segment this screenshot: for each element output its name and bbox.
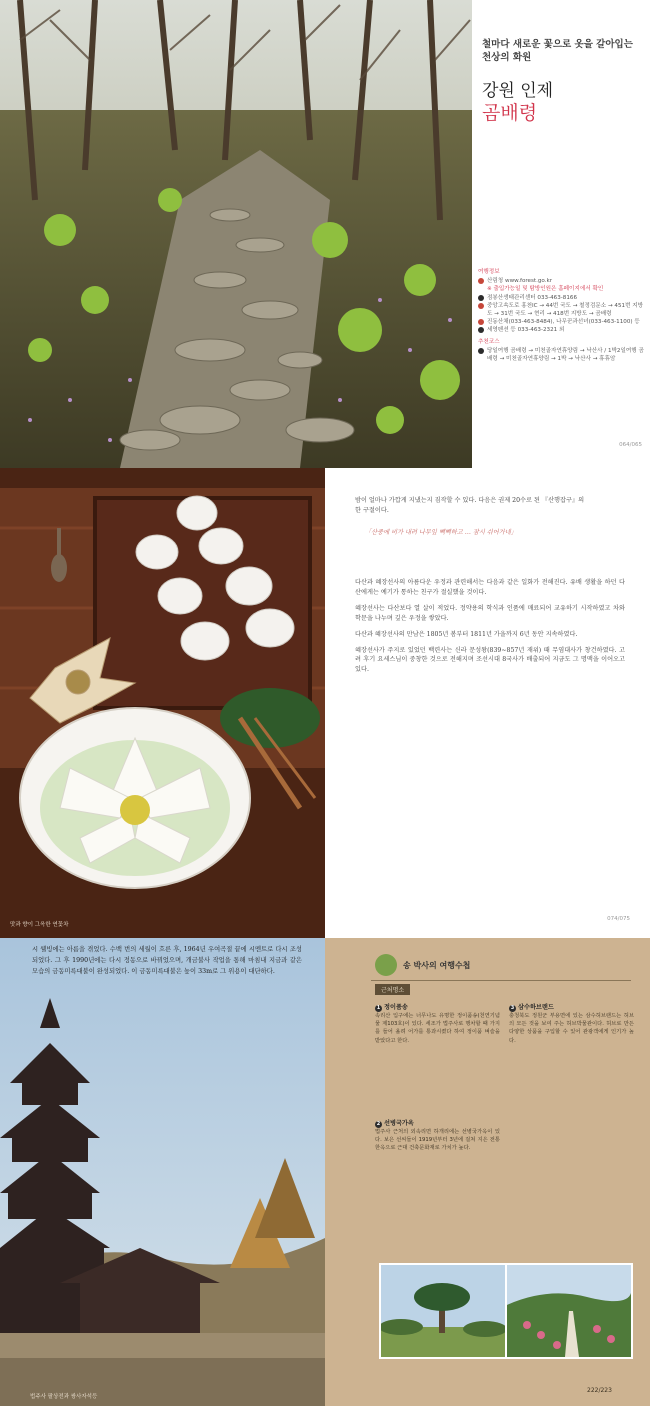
course-heading: 추천코스 [478, 338, 500, 345]
sight-title: 정이품송 [384, 1004, 408, 1011]
poem-quote: 「산중에 비가 내려 나무잎 빽빽하고 … 잠시 쉬어가네」 [365, 529, 517, 536]
info-heading: 여행정보 [478, 269, 500, 275]
sight-number: 1 [376, 1005, 381, 1011]
info-text: 세영펜션 등 033-463-2321 외 [487, 327, 565, 334]
paragraph: 혜장선사가 주지로 있었던 백련사는 신라 문성왕(839~857년 재위) 때 무염대사가 창건하였다. 고려 후기 요세스님이 중창한 것으로 전해지며 조선시대 8국사가 배출되어 지금도 그 명맥을 이어오고 있다. [355, 646, 625, 674]
section-tag: 근처명소 [375, 984, 410, 995]
sight-heading [375, 1118, 500, 1128]
spread-gombaeryeong [0, 0, 650, 468]
travel-info [478, 268, 646, 363]
sight-section [375, 1002, 500, 1045]
mountain-trail-photo [0, 0, 472, 468]
course-row [478, 347, 646, 363]
sight-section [375, 1118, 500, 1153]
divider [371, 980, 631, 981]
lotus-tea-photo [0, 468, 325, 938]
sight-body: 속리산 입구에는 너무나도 유명한 정이품송(천연기념물 제103호)이 있다. 세조가 법주사로 행차할 때 가지를 들어 올려 어가를 통과시켰다 하여 정이품 벼슬을 받았다고 한다. [375, 1013, 500, 1044]
temple-photo-page [0, 938, 325, 1406]
page-number: 222/223 [587, 1387, 612, 1394]
doctor-avatar-icon [375, 954, 397, 976]
region-title: 강원 인제 [482, 81, 554, 101]
info-row [478, 326, 646, 334]
sight-heading [375, 1002, 500, 1012]
paragraph: 다산과 혜장선사의 아름다운 우정과 관련해서는 다음과 같은 일화가 전해진다. 유배 생활을 하던 다산에게는 예기가 통하는 친구가 절실했을 것이다. [355, 579, 625, 596]
pine-tree-photo [379, 1263, 507, 1359]
body-text [355, 578, 625, 675]
place-title: 곰배령 [482, 102, 538, 124]
page-number: 064/065 [619, 442, 642, 448]
phone-icon [478, 295, 484, 301]
sight-title: 삼수하브랜드 [518, 1004, 554, 1011]
info-text: 진동산채(033-463-8484), 나무꾼과선녀(033-463-1100) 등 [487, 319, 640, 326]
intro-text [355, 496, 625, 516]
sight-body: 법주사 근처의 외속리면 하개리에는 선병국가옥이 있다. 보은 선씨들이 1919년부터 3년에 걸쳐 지은 전통 한옥으로 근대 건축문화재로 가치가 높다. [375, 1129, 500, 1152]
paragraph: 다산과 혜장선사의 만남은 1805년 봄부터 1811년 가을까지 6년 동안 지속하였다. [355, 630, 578, 638]
text-line: 밤이 얼마나 가깝게 지냈는지 짐작할 수 있다. 다음은 권제 20수로 된 『산행잡구』의 [355, 497, 585, 504]
sight-body: 충청북도 정원군 부용면에 있는 삼수허브랜드는 허브의 모든 것을 보여 주는 허브박물관이다. 허브로 만든 다양한 상품을 구입할 수 있어 관광객에게 인기가 높다. [509, 1013, 634, 1044]
article-text-page [325, 468, 650, 938]
page-number: 074/075 [607, 916, 630, 922]
info-text: 점봉산생태관리센터 033-463-8166 [487, 294, 578, 301]
photo-caption: 맛과 향이 그윽한 연꽃차 [10, 922, 69, 928]
lodging-icon [478, 327, 484, 333]
sight-number: 2 [376, 1121, 381, 1127]
sight-number: 3 [510, 1005, 515, 1011]
info-row [478, 318, 646, 326]
sight-section [509, 1002, 634, 1045]
info-row [478, 277, 646, 285]
travel-notebook-page [325, 938, 650, 1406]
route-icon [478, 348, 484, 354]
sight-heading [509, 1002, 634, 1012]
info-text: 중앙고속도로 홍천IC → 44번 국도 → 철정검문소 → 451번 지방도 → 31번 국도 → 현리 → 418번 지방도 → 곰배령 [487, 302, 644, 318]
sight-title: 선병국가옥 [384, 1120, 414, 1127]
sidebar-panel [472, 0, 650, 468]
food-icon [478, 319, 484, 325]
text-line: 한 구절이다. [355, 506, 389, 514]
info-note: ※ 출입가능일 및 탐방인원은 홈페이지에서 확인 [487, 286, 604, 293]
car-icon [478, 303, 484, 309]
herb-garden-photo [505, 1263, 633, 1359]
info-text: 산림청 www.forest.go.kr [487, 278, 553, 285]
photo-caption: 법주사 팔상전과 쌍사자석등 [30, 1394, 98, 1400]
notebook-title: 송 박사의 여행수첩 [403, 961, 471, 970]
temple-article-text: 시 웰빙에는 아름을 겪었다. 수백 번의 세월이 흐른 후, 1964년 우여곡절 끝에 시멘트로 다시 조성되었다. 그 후 1990년에는 다시 정동으로 바꿔었으며, 개금불사 작업을 통해 마침내 지금과 같은 모습의 금동미륵대불이 완성되었다. 이 금동미륵대불은 높이 33m로 그 위용이 대단하다. [32, 946, 302, 976]
info-icon [478, 278, 484, 284]
info-row [478, 302, 646, 318]
course-text: 당일여행 곰배령 → 미천골자연휴양림 → 낙산사 / 1박2일여행 곰배령 → 미천골자연휴양림 → 1박 → 낙산사 → 휴휴암 [487, 347, 644, 363]
tagline: 철마다 새로운 꽃으로 옷을 갈아입는 천상의 화원 [482, 39, 633, 63]
info-row [478, 294, 646, 302]
paragraph: 혜장선사는 다산보다 열 살이 적었다. 정약용의 학식과 인품에 매료되어 교유하기 시작하였고 차와 학문을 나누며 깊은 우정을 쌓았다. [355, 604, 625, 622]
